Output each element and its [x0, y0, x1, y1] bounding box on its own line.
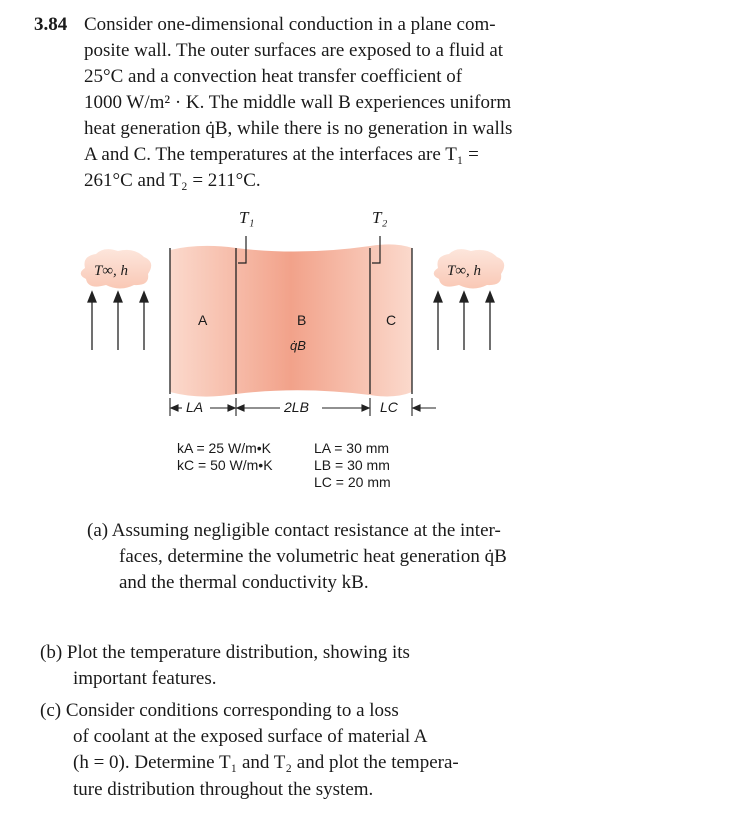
t1-label: T₁ [239, 208, 255, 227]
lc-value: LC = 20 mm [314, 474, 391, 490]
part-b-line-2: important features. [73, 668, 217, 690]
thickness-values [314, 440, 391, 491]
problem-line-6: A and C. The temperatures at the interfaces are T₁ = [84, 144, 479, 165]
part-c [40, 698, 459, 803]
part-c-line-1: (c) Consider conditions corresponding to a loss [40, 700, 399, 721]
t2-label: T₂ [372, 208, 388, 227]
problem-line-1: Consider one-dimensional conduction in a plane com- [84, 14, 496, 35]
dim-lb-label: 2LB [284, 399, 309, 415]
lb-value: LB = 30 mm [314, 457, 390, 473]
ka-value: kA = 25 W/m•K [177, 440, 271, 456]
wall-b-label: B [297, 312, 307, 328]
la-value: LA = 30 mm [314, 440, 390, 456]
part-a-line-2: faces, determine the volumetric heat generation q̇B [119, 546, 507, 568]
wall-c-label: C [386, 312, 397, 328]
part-b [40, 640, 410, 692]
fluid-label-left: T∞, h [94, 263, 129, 279]
problem-line-7: 261°C and T₂ = 211°C. [84, 170, 261, 191]
part-a [87, 518, 507, 597]
problem-line-2: posite wall. The outer surfaces are exposed to a fluid at [84, 40, 504, 61]
problem-line-3: 25°C and a convection heat transfer coefficient of [84, 66, 463, 87]
flow-arrows-left [88, 292, 148, 350]
problem-line-4: 1000 W/m² · K. The middle wall B experiences uniform [84, 92, 512, 113]
heat-generation-label: q̇B [290, 338, 306, 353]
part-c-line-2: of coolant at the exposed surface of material A [73, 726, 428, 748]
dim-la-label: LA [186, 399, 204, 415]
wall-a-label: A [198, 312, 208, 328]
part-c-line-3: (h = 0). Determine T₁ and T₂ and plot the tempera- [73, 752, 459, 774]
part-c-line-4: ture distribution throughout the system. [73, 778, 374, 800]
conductivity-values [177, 440, 273, 474]
fluid-label-right: T∞, h [447, 263, 482, 279]
part-a-line-1: (a) Assuming negligible contact resistance at the inter- [87, 520, 501, 541]
dim-lc-label: LC [380, 399, 398, 415]
part-a-line-3: and the thermal conductivity kB. [119, 572, 369, 594]
kc-value: kC = 50 W/m•K [177, 457, 273, 473]
problem-line-5: heat generation q̇B, while there is no generation in walls [84, 118, 513, 139]
part-b-line-1: (b) Plot the temperature distribution, showing its [40, 642, 410, 663]
problem-number: 3.84 [34, 14, 68, 35]
flow-arrows-right [434, 292, 494, 350]
